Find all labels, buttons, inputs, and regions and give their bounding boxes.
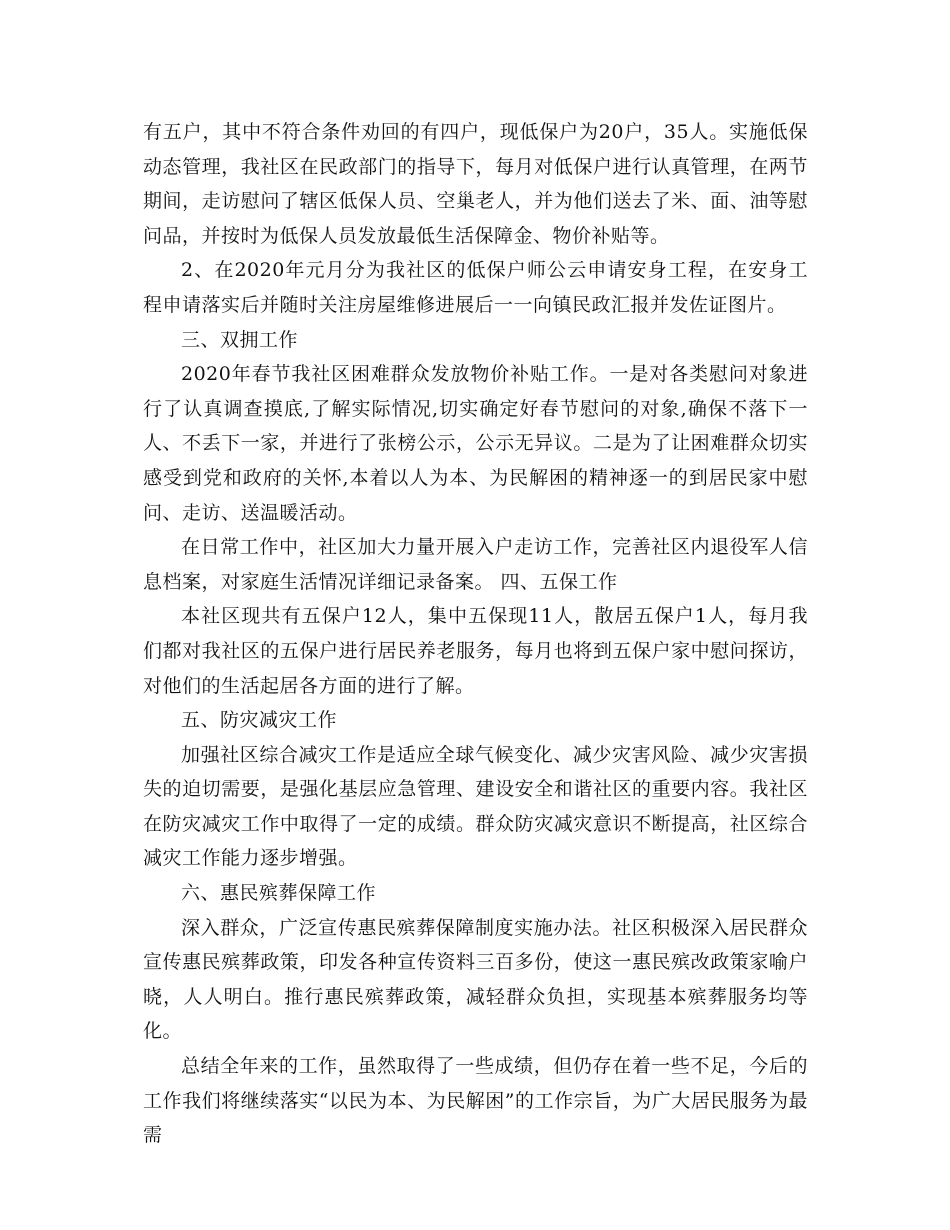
paragraph: 2、在2020年元月分为我社区的低保户师公云申请安身工程，在安身工程申请落实后并随时关注房屋维修进展后一一向镇民政汇报并发佐证图片。 bbox=[143, 259, 808, 316]
section-heading: 三、双拥工作 bbox=[181, 328, 299, 351]
paragraph: 在日常工作中，社区加大力量开展入户走访工作，完善社区内退役军人信息档案，对家庭生活情况详细记录备案。 四、五保工作 bbox=[143, 536, 808, 593]
paragraph: 2020年春节我社区困难群众发放物价补贴工作。一是对各类慰问对象进行了认真调查摸底,了解实际情况,切实确定好春节慰问的对象,确保不落下一人、不丢下一家，并进行了张榜公示，公示无异议。二是为了让困难群众切实感受到党和政府的关怀,本着以人为本、为民解困的精神逐一的到居民家中慰问、走访、送温暖活动。 bbox=[143, 363, 808, 524]
paragraph: 深入群众，广泛宣传惠民殡葬保障制度实施办法。社区积极深入居民群众宣传惠民殡葬政策，印发各种宣传资料三百多份，使这一惠民殡改政策家喻户晓，人人明白。推行惠民殡葬政策，减轻群众负担，实现基本殡葬服务均等化。 bbox=[143, 916, 808, 1043]
section-heading: 六、惠民殡葬保障工作 bbox=[181, 882, 377, 905]
paragraph: 有五户，其中不符合条件劝回的有四户，现低保户为20户，35人。实施低保动态管理，我社区在民政部门的指导下，每月对低保户进行认真管理，在两节期间，走访慰问了辖区低保人员、空巢老人，并为他们送去了米、面、油等慰问品，并按时为低保人员发放最低生活保障金、物价补贴等。 bbox=[143, 121, 808, 247]
document-body bbox=[143, 115, 808, 1153]
paragraph: 总结全年来的工作，虽然取得了一些成绩，但仍存在着一些不足，今后的工作我们将继续落实“以民为本、为民解困”的工作宗旨，为广大居民服务为最需 bbox=[143, 1055, 808, 1147]
section-heading: 五、防灾减灾工作 bbox=[181, 709, 338, 732]
paragraph: 本社区现共有五保户12人，集中五保现11人，散居五保户1人，每月我们都对我社区的五保户进行居民养老服务，每月也将到五保户家中慰问探访，对他们的生活起居各方面的进行了解。 bbox=[143, 605, 808, 697]
paragraph: 加强社区综合减灾工作是适应全球气候变化、减少灾害风险、减少灾害损失的迫切需要，是强化基层应急管理、建设安全和谐社区的重要内容。我社区在防灾减灾工作中取得了一定的成绩。群众防灾减灾意识不断提高，社区综合减灾工作能力逐步增强。 bbox=[143, 743, 808, 870]
